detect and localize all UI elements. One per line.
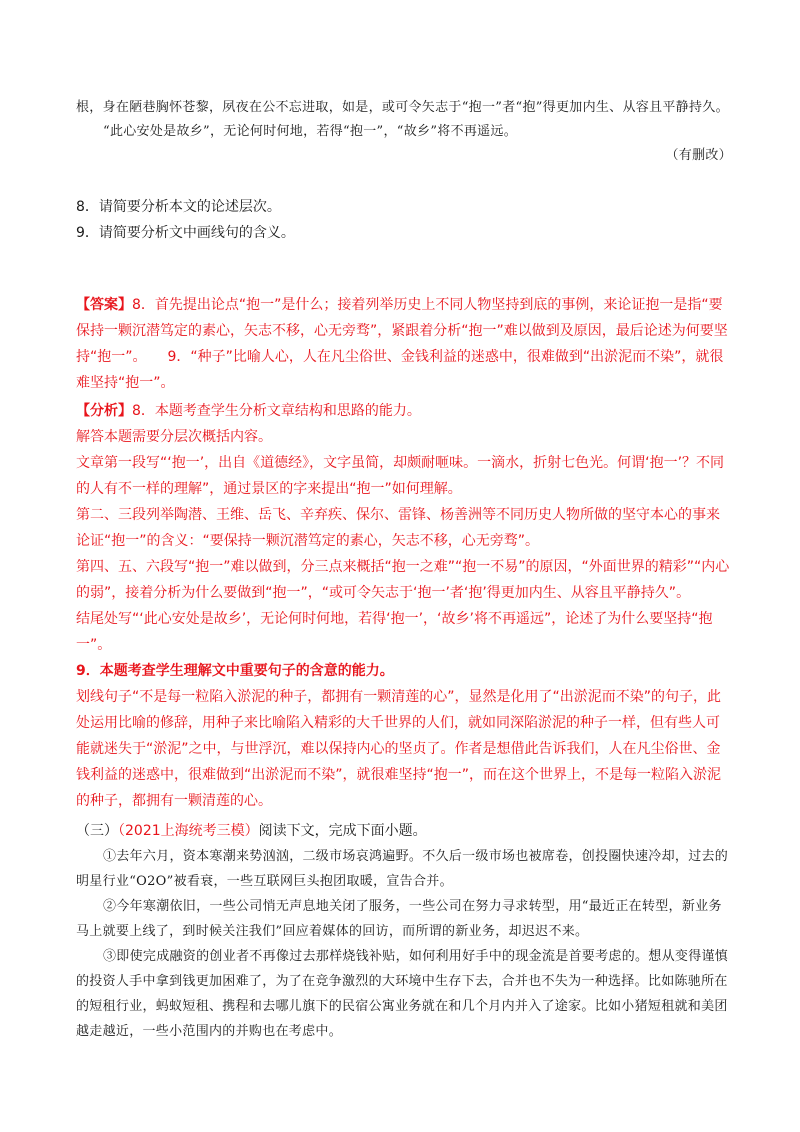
answer-text: 8．首先提出论点“抱一”是什么；接着列举历史上不同人物坚持到底的事例，来论证抱一是指“要保持一颗沉潜笃定的素心，矢志不移，心无旁骛”，紧跟着分析“抱一”难以做到及原因，最后论述为何要坚持“抱一”。 9．“种子”比喻人心，人在凡尘俗世、金钱利益的迷惑中，很难做到“出淤泥而不染”，就很难坚持“抱一”。	[76, 297, 728, 391]
intro-line-2: “此心安处是故乡”，无论何时何地，若得“抱一”，“故乡”将不再遥远。	[103, 124, 518, 139]
analysis-head-8-text: 8．本题考查学生分析文章结构和思路的能力。	[132, 403, 421, 419]
question-9: 9．请简要分析文中画线句的含义。	[76, 225, 295, 241]
answer-paragraph	[76, 292, 732, 396]
intro-line-1: 根，身在陋巷胸怀苍黎，夙夜在公不忘进取，如是，或可令矢志于“抱一”者“抱”得更加内生、从容且平静持久。	[76, 100, 729, 115]
question-8: 8．请简要分析本文的论述层次。	[76, 199, 281, 215]
analysis-section	[76, 398, 732, 814]
answer-label: 【答案】	[76, 297, 132, 313]
analysis-heading-8	[76, 398, 732, 424]
analysis-paragraph-6: 划线句子“不是每一粒陷入淤泥的种子，都拥有一颗清莲的心”，显然是化用了“出淤泥而不染”的句子，此处运用比喻的修辞，用种子来比喻陷入精彩的大千世界的人们，就如同深陷淤泥的种子一样，但有些人可能就迷失于“淤泥”之中，与世浮沉，难以保持内心的坚贞了。作者是想借此告诉我们，人在凡尘俗世、金钱利益的迷惑中，很难做到“出淤泥而不染”，就很难坚持“抱一”，而在这个世界上，不是每一粒陷入淤泥的种子，都拥有一颗清莲的心。	[76, 689, 722, 809]
passage-paragraph-3: ③即使完成融资的创业者不再像过去那样烧钱补贴，如何利用好手中的现金流是首要考虑的。想从变得谨慎的投资人手中拿到钱更加困难了，为了在竞争激烈的大环境中生存下去，合并也不失为一种选择。比如陈驰所在的短租行业，蚂蚁短租、携程和去哪儿旗下的民宿公寓业务就在和几个月内并入了途家。比如小猪短租就和美团越走越近，一些小范围内的并购也在考虑中。	[76, 949, 729, 1039]
section-three-prefix: （三）	[76, 823, 118, 839]
questions-section	[76, 194, 732, 246]
analysis-paragraph-2: 文章第一段写“‘抱一’，出自《道德经》，文字虽简，却颇耐咂味。一滴水，折射七色光。何谓‘抱一’？不同的人有不一样的理解”，通过景区的字来提出“抱一”如何理解。	[76, 455, 725, 497]
analysis-paragraph-3: 第二、三段列举陶潜、王维、岳飞、辛弃疾、保尔、雷锋、杨善洲等不同历史人物所做的坚守本心的事来论证“抱一”的含义：“要保持一颗沉潜笃定的素心，矢志不移，心无旁骛”。	[76, 507, 720, 549]
section-three-source: （2021上海统考三模）	[118, 823, 259, 839]
analysis-heading-9: 9．本题考查学生理解文中重要句子的含意的能力。	[76, 663, 394, 679]
section-three-instruction: 阅读下文，完成下面小题。	[258, 823, 427, 839]
analysis-label: 【分析】	[76, 403, 132, 419]
passage-paragraph-2: ②今年寒潮依旧，一些公司悄无声息地关闭了服务，一些公司在努力寻求转型，用“最近正在转型，新业务马上就要上线了，到时候关注我们”回应着媒体的回访，而所谓的新业务，却迟迟不来。	[76, 899, 722, 939]
revision-note: （有删改）	[665, 148, 732, 163]
analysis-paragraph-4: 第四、五、六段写“抱一”难以做到，分三点来概括“抱一之难”“抱一不易”的原因，“外面世界的精彩”“内心的弱”，接着分析为什么要做到“抱一”，“或可令矢志于‘抱一’者‘抱’得更加内生、从容且平静持久”。	[76, 559, 730, 601]
intro-section	[76, 96, 732, 168]
passage-paragraph-1: ①去年六月，资本寒潮来势汹汹，二级市场哀鸿遍野。不久后一级市场也被席卷，创投圈快速冷却，过去的明星行业“O2O”被看衰，一些互联网巨头抱团取暖，宣告合并。	[76, 849, 729, 889]
analysis-paragraph-1: 解答本题需要分层次概括内容。	[76, 429, 272, 445]
section-three	[76, 818, 732, 1044]
section-three-heading	[76, 818, 732, 844]
analysis-paragraph-5: 结尾处写“‘此心安处是故乡’，无论何时何地，若得‘抱一’，‘故乡’将不再遥远”，论述了为什么要坚持“抱一”。	[76, 611, 713, 653]
answer-section	[76, 292, 732, 396]
